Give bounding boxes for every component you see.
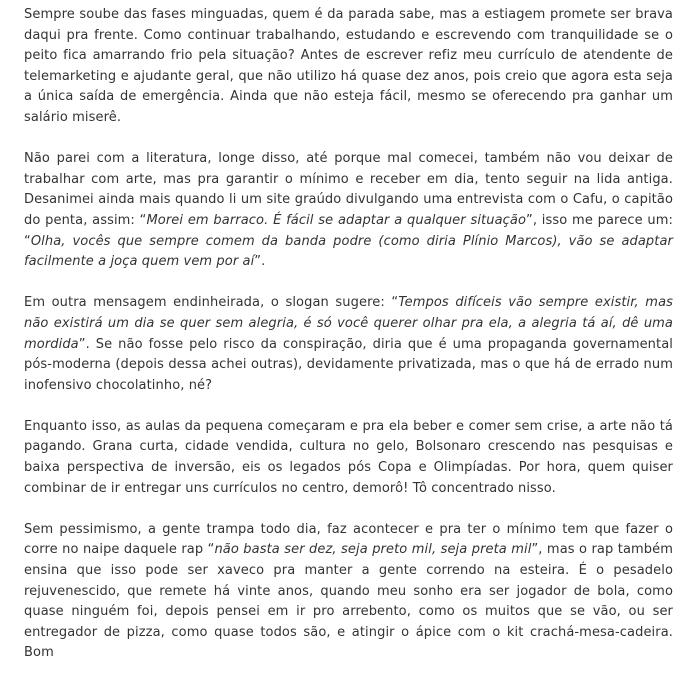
paragraph: [24, 5, 673, 129]
paragraph-text: Sem pessimismo, a gente trampa todo dia, faz acontecer e pra ter o mínimo tem que fazer o corre no naipe daquele rap “: [24, 521, 673, 558]
paragraph-text: Em outra mensagem endinheirada, o slogan sugere: “: [24, 295, 399, 311]
paragraph-text: ”.: [254, 254, 266, 270]
paragraph-text: Sempre soube das fases minguadas, quem é da parada sabe, mas a estiagem promete ser brava daqui pra frente. Como continuar trabalhando, estudando e escrevendo com tranquilidade se o peito fica amarrando frio pela situação? Antes de escrever refiz meu currículo de atendente de telemarketing e ajudante geral, que não utilizo há quase dez anos, pois creio que agora esta seja a única saída de emergência. Ainda que não esteja fácil, mesmo se oferecendo pra ganhar um salário miserê.: [24, 7, 673, 125]
paragraph: [24, 417, 673, 499]
paragraph-text: ”. Se não fosse pelo risco da conspiração, diria que é uma propaganda governamental pós-moderna (depois dessa achei outras), devidamente privatizada, mas o que há de errado num inofensivo chocolatinho, né?: [24, 336, 673, 393]
italic-quote: Tempos difíceis vão sempre existir, mas não existirá um dia se quer sem alegria, é só você querer olhar pra ela, a alegria tá aí, dê uma mordida: [24, 295, 674, 352]
italic-quote: Olha, vocês que sempre comem da banda podre (como diria Plínio Marcos), vão se adaptar facilmente a joça quem vem por aí: [24, 233, 673, 270]
italic-quote: não basta ser dez, seja preto mil, seja preta mil: [214, 542, 532, 558]
paragraph-text: ”, isso me parece um: “: [24, 212, 673, 249]
italic-quote: Morei em barraco. É fácil se adaptar a qualquer situação: [146, 212, 527, 228]
paragraph: [24, 520, 673, 664]
paragraph-text: Não parei com a literatura, longe disso, até porque mal comecei, também não vou deixar de trabalhar com arte, mas pra garantir o mínimo e receber em dia, tento seguir na lida antiga. Desanimei ainda mais quando li um site graúdo divulgando uma entrevista com o Cafu, o capitão do penta, assim: “: [24, 151, 673, 228]
article-body: [24, 5, 673, 685]
paragraph-text: Enquanto isso, as aulas da pequena começaram e pra ela beber e comer sem crise, a arte não tá pagando. Grana curta, cidade vendida, cultura no gelo, Bolsonaro crescendo nas pesquisas e baixa perspectiva de inversão, eis os legados pós Copa e Olimpíadas. Por hora, quem quiser combinar de ir entregar uns currículos no centro, demorô! Tô concentrado nisso.: [24, 418, 673, 496]
paragraph: [24, 293, 673, 396]
paragraph: [24, 149, 673, 273]
paragraph-text: ”, mas o rap também ensina que isso pode ser xaveco pra manter a gente correndo na esteira. É o pesadelo rejuvenescido, que remete há vinte anos, quando meu sonho era ser jogador de bola, como quase ninguém foi, depois pensei em ir pro arrebento, como os muitos que se vão, ou ser entregador de pizza, como quase todos são, e atingir o ápice com o kit crachá-mesa-cadeira. Bom: [24, 542, 673, 661]
